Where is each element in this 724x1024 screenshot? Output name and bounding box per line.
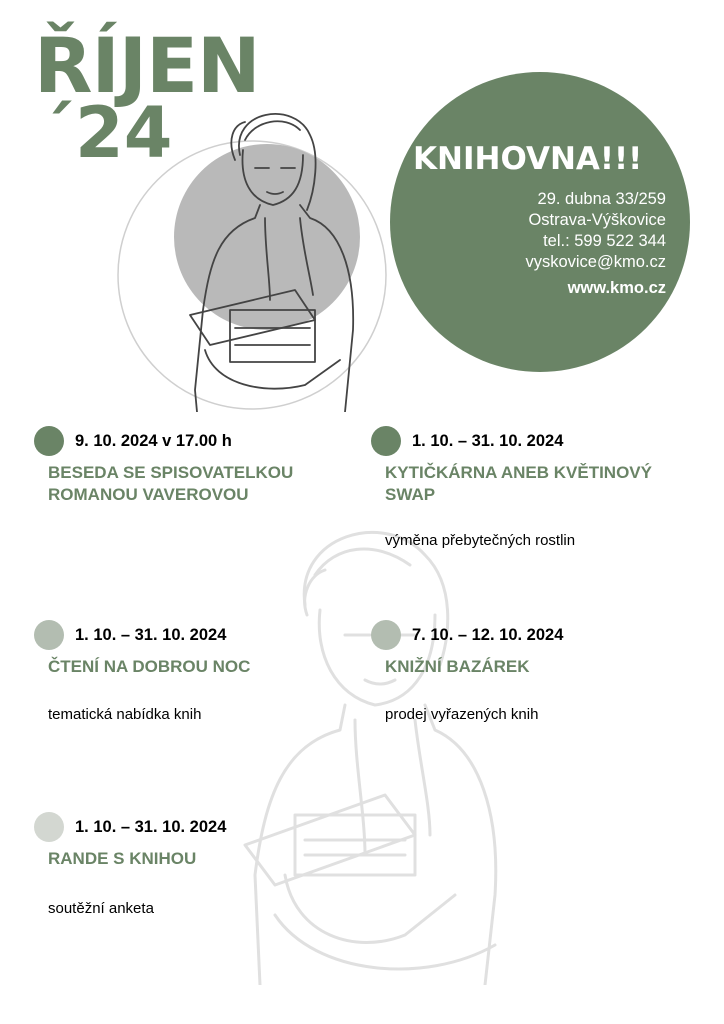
event-4-description: prodej vyřazených knih — [385, 706, 539, 723]
background-reader-illustration — [225, 515, 525, 985]
event-1-date: 9. 10. 2024 v 17.00 h — [75, 432, 232, 450]
event-5-dot — [34, 812, 64, 842]
event-2-description: výměna přebytečných rostlin — [385, 532, 576, 549]
address-street: 29. dubna 33/259 — [537, 190, 666, 208]
event-1-title: BESEDA SE SPISOVATELKOU ROMANOU VAVEROVOU — [48, 463, 294, 504]
event-3-date: 1. 10. – 31. 10. 2024 — [75, 626, 227, 644]
event-5-date: 1. 10. – 31. 10. 2024 — [75, 818, 227, 836]
event-4-dot — [371, 620, 401, 650]
event-5-title: RANDE S KNIHOU — [48, 849, 197, 868]
address-city: Ostrava-Výškovice — [528, 211, 666, 229]
event-2-title: KYTIČKÁRNA ANEB KVĚTINOVÝ SWAP — [385, 463, 652, 504]
library-website[interactable]: www.kmo.cz — [567, 279, 666, 297]
event-2-dot — [371, 426, 401, 456]
month-title: ŘÍJEN — [34, 21, 260, 110]
event-3-dot — [34, 620, 64, 650]
reader-illustration — [115, 100, 390, 412]
event-4-title: KNIŽNÍ BAZÁREK — [385, 657, 530, 676]
event-3-description: tematická nabídka knih — [48, 706, 202, 723]
event-1-dot — [34, 426, 64, 456]
event-3-title: ČTENÍ NA DOBROU NOC — [48, 657, 251, 676]
library-address — [525, 189, 666, 273]
address-phone: tel.: 599 522 344 — [543, 232, 666, 250]
year-title: ´24 — [40, 92, 173, 174]
event-4-date: 7. 10. – 12. 10. 2024 — [412, 626, 564, 644]
address-email[interactable]: vyskovice@kmo.cz — [525, 253, 666, 271]
event-2-date: 1. 10. – 31. 10. 2024 — [412, 432, 564, 450]
event-5-description: soutěžní anketa — [48, 900, 154, 917]
library-name: KNIHOVNA!!! — [413, 141, 643, 177]
